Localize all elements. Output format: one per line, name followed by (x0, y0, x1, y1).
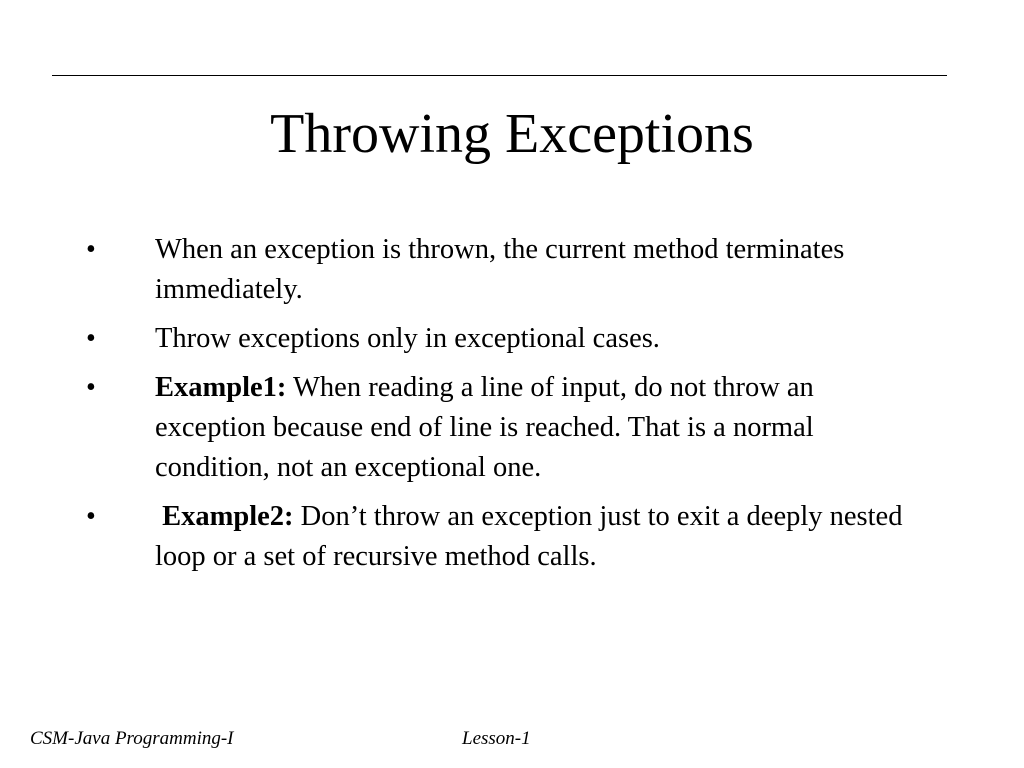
bullet-icon: • (86, 372, 96, 403)
bullet-item (0, 497, 915, 577)
footer-lesson: Lesson-1 (462, 728, 531, 749)
bullet-item (0, 319, 915, 359)
bullet-text: Don’t throw an exception just to exit a deeply nested loop or a set of recursive method calls. (155, 501, 903, 572)
bullet-text: Throw exceptions only in exceptional cases. (155, 323, 660, 354)
bullet-item (0, 368, 915, 488)
bullet-item (0, 230, 915, 310)
bullet-text: When reading a line of input, do not throw an exception because end of line is reached. That is a normal condition, not an exceptional one. (155, 372, 814, 483)
bullet-icon: • (86, 323, 96, 354)
header-rule (52, 75, 947, 76)
bullet-icon: • (86, 234, 96, 265)
bullet-text: When an exception is thrown, the current method terminates immediately. (155, 234, 845, 305)
footer-course: CSM-Java Programming-I (30, 728, 234, 749)
bullet-lead: Example1: (155, 372, 287, 403)
bullet-lead: Example2: (155, 501, 294, 532)
slide-title: Throwing Exceptions (270, 103, 754, 165)
bullet-list (0, 230, 1024, 586)
bullet-icon: • (86, 501, 96, 532)
